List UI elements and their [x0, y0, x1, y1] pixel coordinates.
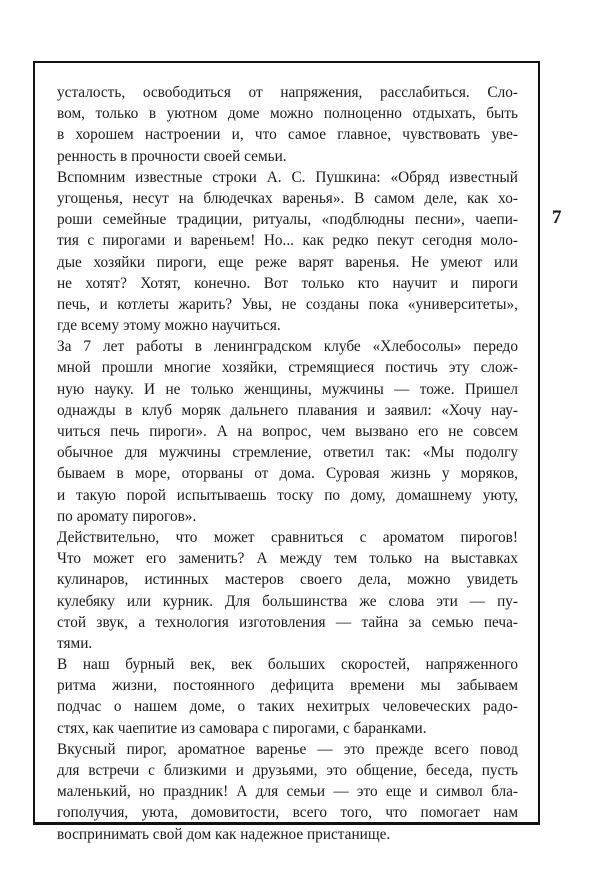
text-line: обычное для мужчины стремление, ответил так: «Мы подолгу — [57, 444, 518, 462]
text-line: Вспомним известные строки А. С. Пушкина: «Обряд известный — [57, 168, 518, 186]
paragraph — [57, 739, 518, 845]
text-line: подчас о нашем доме, о таких нехитрых человеческих радо- — [57, 698, 518, 716]
body-text — [57, 82, 518, 845]
text-line: стой звук, а технология изготовления — тайна за семью печа- — [57, 613, 518, 631]
text-line: читься печь пироги». А на вопрос, чем вызвано его не совсем — [57, 423, 518, 440]
text-line: печь, и котлеты жарить? Увы, не созданы пока «университеты», — [57, 295, 518, 313]
text-line: ренность в прочности своей семьи. — [57, 147, 287, 165]
paragraph — [57, 654, 518, 739]
text-line: по аромату пирогов». — [57, 507, 197, 525]
text-line: усталость, освободиться от напряжения, расслабиться. Сло- — [57, 84, 518, 101]
paragraph — [57, 527, 518, 654]
text-line: кулебяку или курник. Для большинства же слова эти — пу- — [57, 592, 518, 610]
text-line: стях, как чаепитие из самовара с пирогами, с баранками. — [57, 719, 427, 737]
text-line: ритма жизни, постоянного дефицита времени мы забываем — [57, 677, 518, 695]
text-line: угощенья, несут на блюдечках варенья». В самом деле, как хо- — [57, 189, 518, 207]
text-line: За 7 лет работы в ленинградском клубе «Хлебосолы» передо — [57, 338, 518, 356]
text-line: однажды в клуб моряк дальнего плавания и заявил: «Хочу нау- — [57, 401, 518, 419]
text-line: где всему этому можно научиться. — [57, 317, 281, 335]
page-number: 7 — [552, 207, 562, 228]
text-line: Вкусный пирог, ароматное варенье — это прежде всего повод — [57, 740, 518, 758]
text-line: Действительно, что может сравниться с ароматом пирогов! — [57, 528, 518, 546]
text-line: и такую порой испытываешь тоску по дому, домашнему уюту, — [57, 486, 518, 504]
text-line: роши семейные традиции, ритуалы, «подблюдны песни», чаепи- — [57, 211, 518, 229]
paragraph — [57, 336, 518, 527]
text-line: тия с пирогами и вареньем! Но... как редко пекут сегодня моло- — [57, 232, 518, 250]
text-line: тями. — [57, 634, 93, 652]
paragraph — [57, 167, 518, 337]
text-line: маленький, но праздник! А для семьи — это еще и символ бла- — [57, 783, 518, 801]
text-line: В наш бурный век, век больших скоростей, напряженного — [57, 656, 518, 674]
text-line: бываем в море, оторваны от дома. Суровая жизнь у моряков, — [57, 465, 518, 483]
text-line: воспринимать свой дом как надежное пристанище. — [57, 825, 391, 843]
text-line: вом, только в уютном доме можно полноценно отдыхать, быть — [57, 105, 518, 123]
text-line: кулинаров, истинных мастеров своего дела, можно увидеть — [57, 571, 518, 589]
text-line: гополучия, уюта, домовитости, всего того, что помогает нам — [57, 804, 518, 822]
text-line: дые хозяйки пироги, еще реже варят варенья. Не умеют или — [57, 253, 518, 271]
text-line: не хотят? Хотят, конечно. Вот только кто научит и пироги — [57, 274, 518, 292]
paragraph — [57, 82, 518, 167]
text-line: Что может его заменить? А между тем только на выставках — [57, 550, 518, 568]
text-line: мной прошли многие хозяйки, стремящиеся постичь эту слож- — [57, 359, 518, 377]
text-line: ную науку. И не только женщины, мужчины — тоже. Пришел — [57, 380, 518, 398]
text-line: для встречи с близкими и друзьями, это общение, беседа, пусть — [57, 762, 518, 779]
text-line: в хорошем настроении и, что самое главное, чувствовать уве- — [57, 126, 518, 144]
